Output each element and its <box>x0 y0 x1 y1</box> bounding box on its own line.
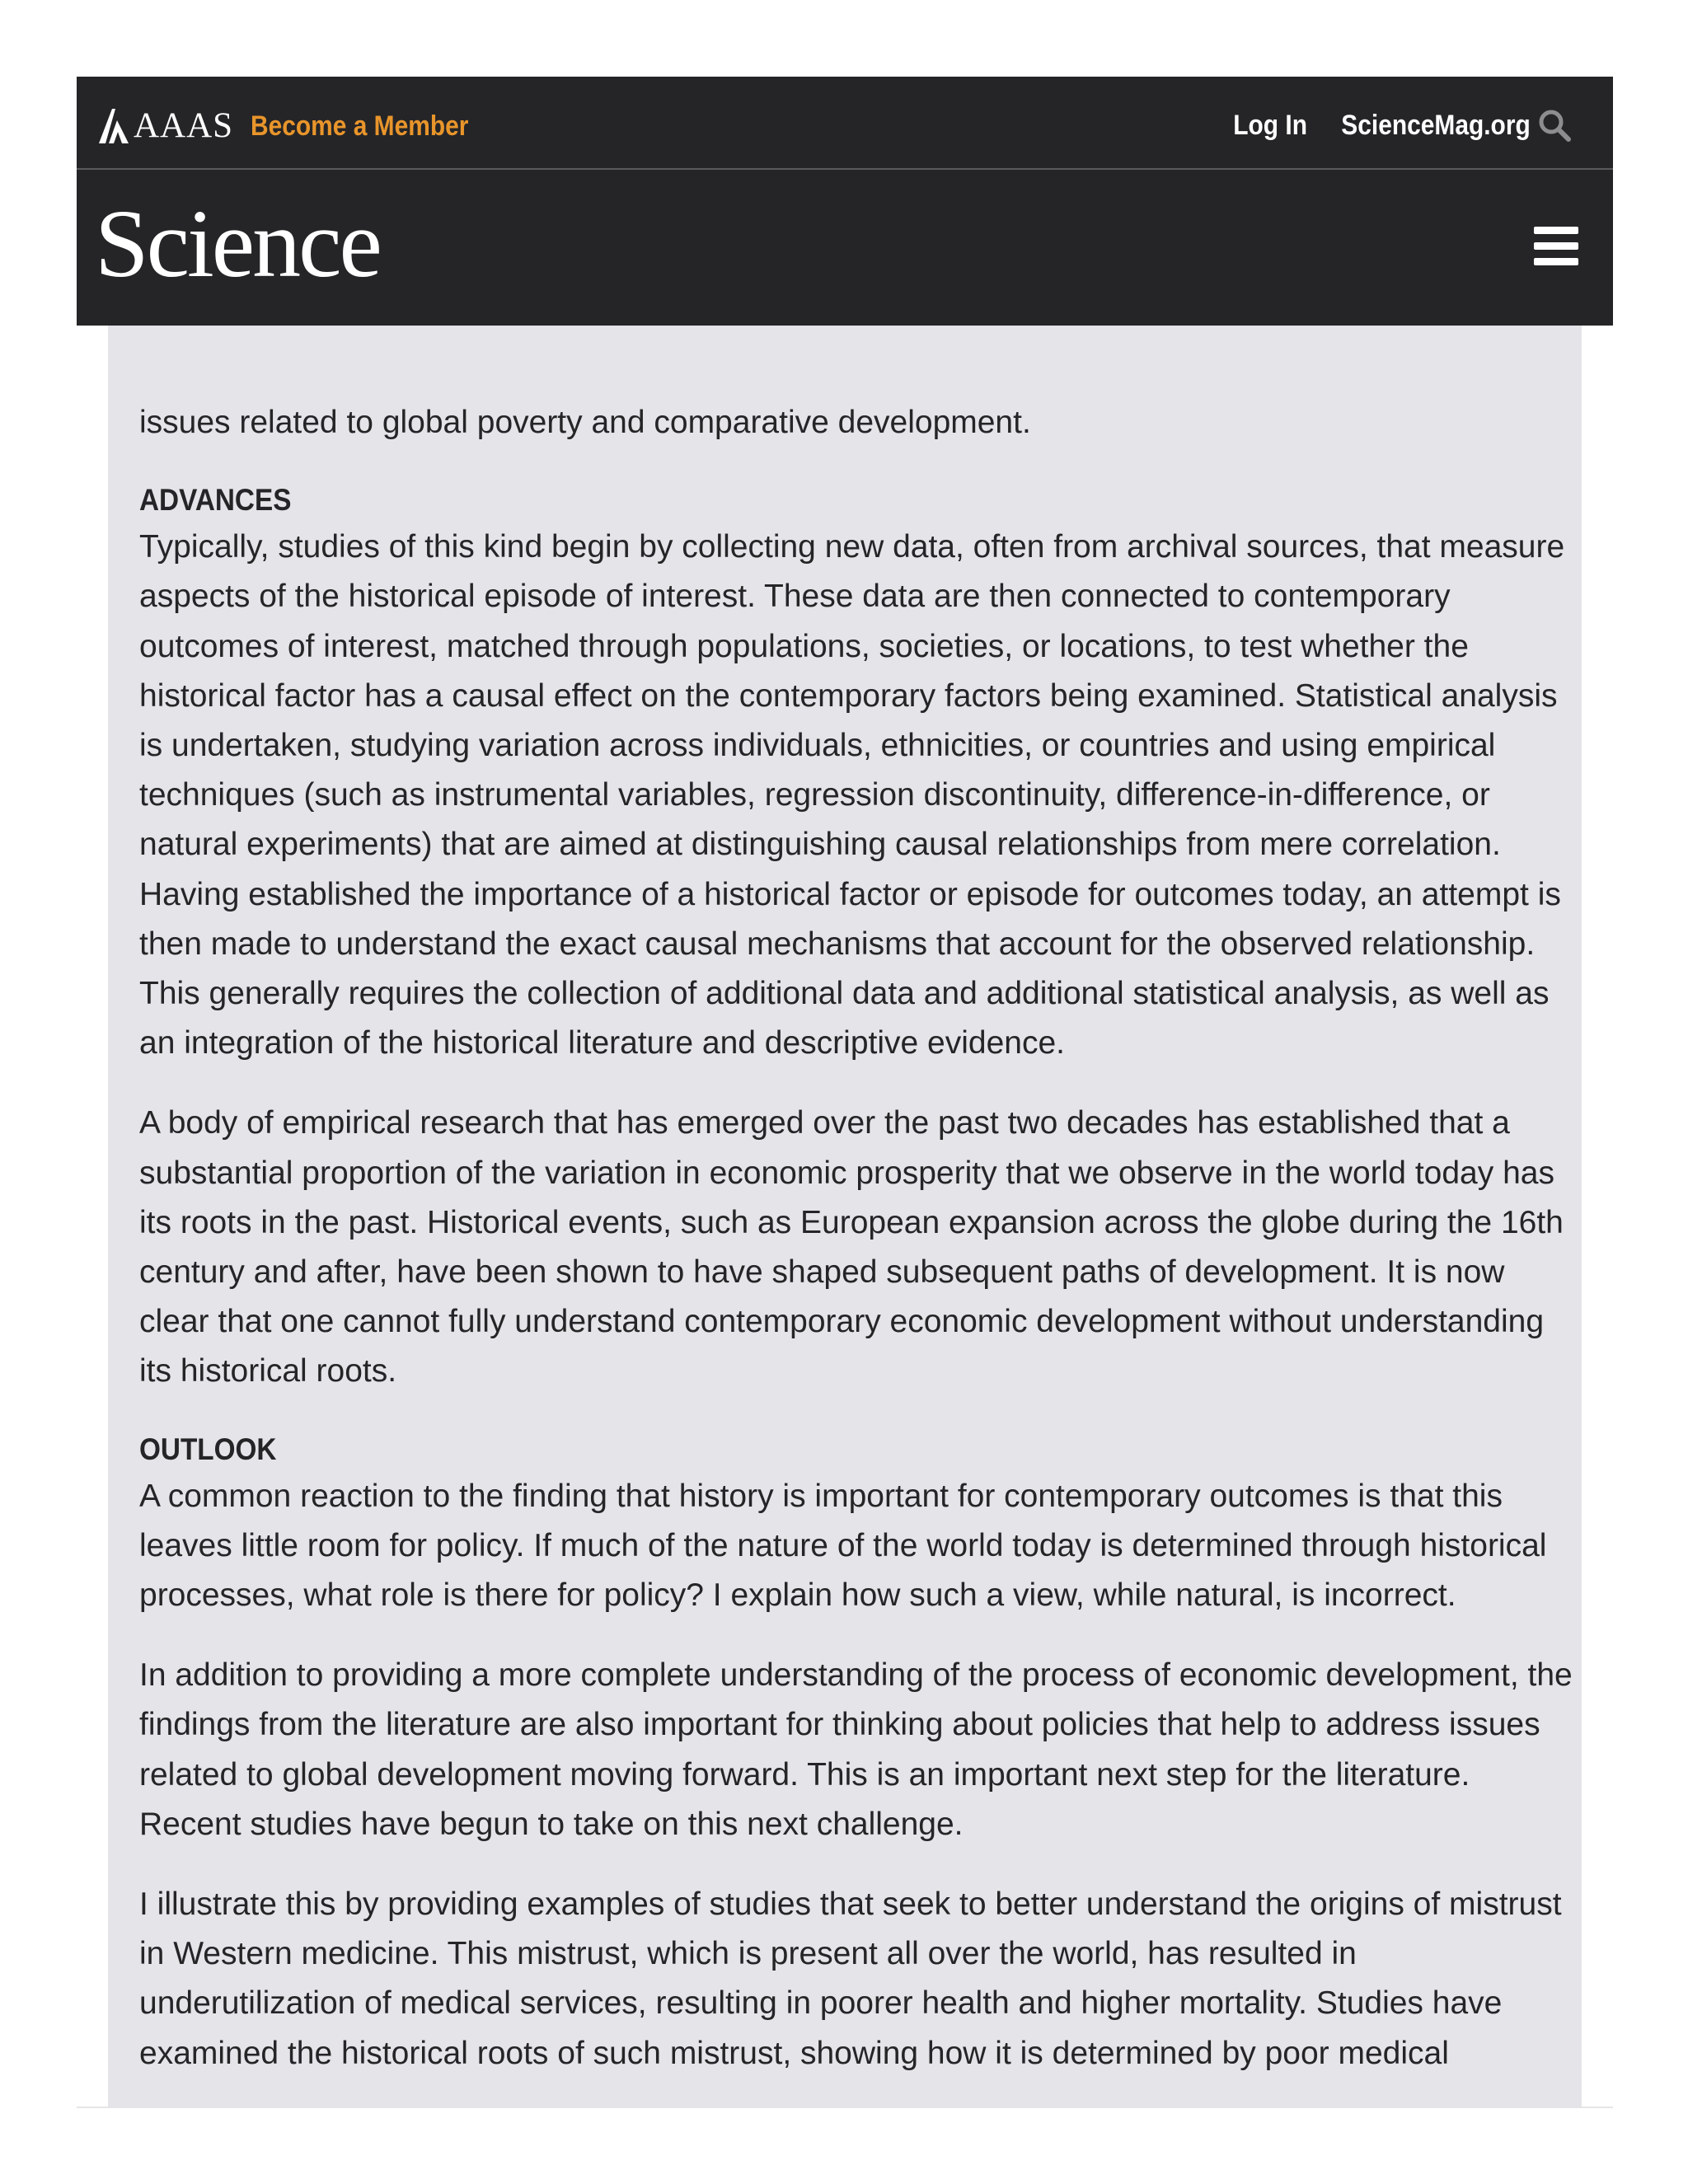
menu-bar <box>1534 258 1578 265</box>
menu-bar <box>1534 227 1578 234</box>
aaas-logo-text: AAAS <box>134 106 234 145</box>
advances-heading: ADVANCES <box>139 483 292 518</box>
browser-frame <box>77 77 1613 2108</box>
outlook-heading: OUTLOOK <box>139 1432 277 1466</box>
advances-paragraph-1: Typically, studies of this kind begin by collecting new data, often from archival sources, that measure aspects of the historical episode of interest. These data are then connected to contemporary outcomes of interest, matched through populations, societies, or locations, to test whether the historical factor has a causal effect on the contemporary factors being examined. Statistical analysis is undertaken, studying variation across individuals, ethnicities, or countries and using empirical techniques (such as instrumental variables, regression discontinuity, difference-in-difference, or natural experiments) that are aimed at distinguishing causal relationships from mere correlation. Having established the importance of a historical factor or episode for outcomes today, an attempt is then made to understand the exact causal mechanisms that account for the observed relationship. This generally requires the collection of additional data and additional statistical analysis, as well as an integration of the historical literature and descriptive evidence. <box>139 529 1565 1062</box>
top-bar <box>77 77 1613 170</box>
login-link[interactable]: Log In <box>1233 110 1308 141</box>
top-right-nav <box>1223 105 1572 145</box>
menu-icon[interactable] <box>1534 227 1578 266</box>
advances-paragraph-2: A body of empirical research that has emerged over the past two decades has established that a substantial proportion of the variation in economic prosperity that we observe in the world today has its roots in the past. Historical events, such as European expansion across the globe during the 16th century and after, have been shown to have shaped subsequent paths of development. It is now clear that one cannot fully understand contemporary economic development without understanding its historical roots. <box>139 1105 1564 1390</box>
science-logo[interactable]: Science <box>95 190 380 298</box>
outlook-paragraph-3: I illustrate this by providing examples of studies that seek to better understand the origins of mistrust in Western medicine. This mistrust, which is present all over the world, has resulted in underutilization of medical services, resulting in poorer health and higher mortality. Studies have examined the historical roots of such mistrust, showing how it is determined by poor medical <box>139 1886 1562 2071</box>
aaas-mark-icon <box>97 109 130 143</box>
outlook-paragraph-1: A common reaction to the finding that history is important for contemporary outcomes is that this leaves little room for policy. If much of the nature of the world today is determined through historical processes, what role is there for policy? I explain how such a view, while natural, is incorrect. <box>139 1478 1547 1614</box>
aaas-logo[interactable] <box>97 108 233 144</box>
article-panel <box>108 291 1582 2108</box>
article-body <box>139 398 1573 2108</box>
site-header <box>77 77 1613 326</box>
become-member-link[interactable]: Become a Member <box>251 110 469 142</box>
outlook-paragraph-2: In addition to providing a more complete understanding of the process of economic development, the findings from the literature are also important for thinking about policies that help to address issues related to global development moving forward. This is an important next step for the literature. Recent studies have begun to take on this next challenge. <box>139 1657 1573 1842</box>
sciencemag-link[interactable]: ScienceMag.org <box>1341 110 1531 141</box>
menu-bar <box>1534 242 1578 250</box>
search-icon[interactable] <box>1537 108 1572 143</box>
intro-tail-paragraph: issues related to global poverty and comparative development. <box>139 405 1031 440</box>
